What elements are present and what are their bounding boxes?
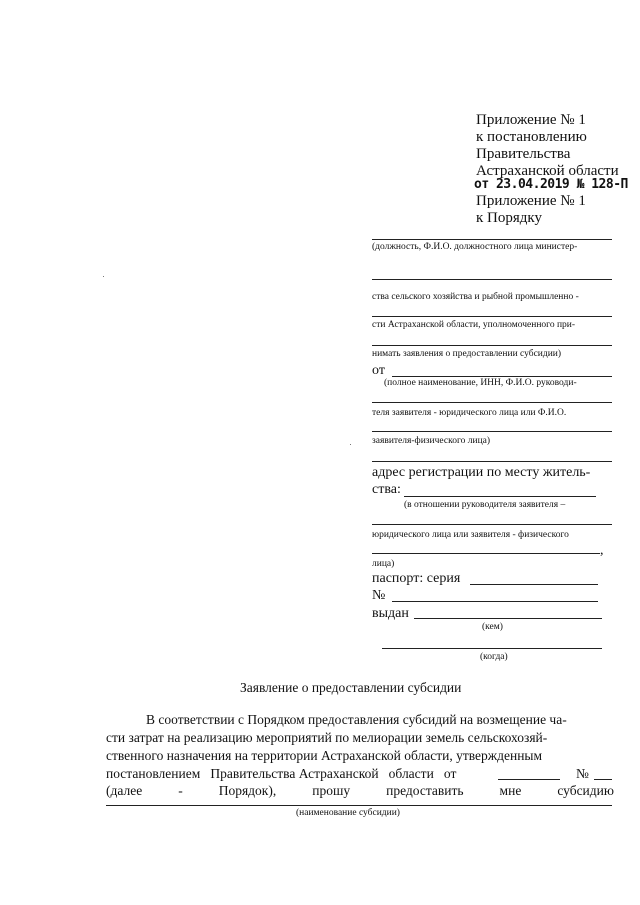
from-line <box>392 376 612 377</box>
resolution-date-blank <box>498 779 560 780</box>
appendix-number-2: Приложение № 1 <box>476 193 586 209</box>
statement-line-2: сти затрат на реализацию мероприятий по мелиорации земель сельскохозяй- <box>106 730 548 745</box>
statement-line-5 <box>106 783 614 799</box>
registration-comma: , <box>600 543 604 558</box>
registration-address-label-2: ства: <box>372 482 401 497</box>
addressee-line-4 <box>372 345 612 346</box>
passport-series-label: паспорт: серия <box>372 571 461 586</box>
region: Астраханской области <box>476 163 619 179</box>
passport-number-label: № <box>372 588 386 603</box>
statement-word: мне <box>499 783 522 798</box>
applicant-note-1: (полное наименование, ИНН, Ф.И.О. руководи- <box>384 378 577 388</box>
resolution-date-number: от 23.04.2019 № 128-П <box>474 177 628 192</box>
statement-word: предоставить <box>386 783 464 798</box>
statement-word: прошу <box>312 783 351 798</box>
subsidy-name-note: (наименование субсидии) <box>296 808 400 818</box>
passport-when: (когда) <box>480 652 508 662</box>
applicant-line-1 <box>372 402 612 403</box>
scan-speck <box>103 276 104 277</box>
to-resolution: к постановлению <box>476 129 587 145</box>
passport-series-line <box>470 584 598 585</box>
addressee-note-4: нимать заявления о предоставлении субсидии) <box>372 349 562 359</box>
registration-line-3 <box>372 553 600 554</box>
statement-line-4: постановлением Правительства Астраханской области от <box>106 766 457 781</box>
passport-by-whom: (кем) <box>482 622 503 632</box>
resolution-number-label: № <box>576 766 589 781</box>
passport-issued-label: выдан <box>372 606 409 621</box>
applicant-note-3: заявителя-физического лица) <box>372 436 491 446</box>
addressee-note-3: сти Астраханской области, уполномоченного при- <box>372 320 576 330</box>
statement-word: Порядок), <box>218 783 277 798</box>
registration-line-2 <box>372 524 612 525</box>
registration-address-line <box>404 496 596 497</box>
applicant-note-2: теля заявителя - юридического лица или Ф.И.О. <box>372 408 567 418</box>
government: Правительства <box>476 146 571 162</box>
addressee-note-2: ства сельского хозяйства и рыбной промышленно - <box>372 292 579 302</box>
registration-top-line <box>372 461 612 462</box>
statement-title: Заявление о предоставлении субсидии <box>240 680 462 695</box>
statement-word: (далее <box>106 783 143 798</box>
registration-note-2: юридического лица или заявителя - физического <box>372 530 569 540</box>
statement-word: - <box>178 783 183 798</box>
passport-number-line <box>392 601 598 602</box>
registration-note-3: лица) <box>372 559 395 569</box>
registration-address-label: адрес регистрации по месту житель- <box>372 465 591 480</box>
resolution-number-blank <box>594 779 612 780</box>
applicant-line-2 <box>372 431 612 432</box>
statement-word: субсидию <box>557 783 614 798</box>
registration-note-1: (в отношении руководителя заявителя – <box>404 500 566 510</box>
passport-issued-line <box>414 618 602 619</box>
addressee-line-1 <box>372 239 612 240</box>
subsidy-name-line <box>106 805 612 806</box>
addressee-line-3 <box>372 316 612 317</box>
statement-line-3: ственного назначения на территории Астраханской области, утвержденным <box>106 748 543 763</box>
scan-speck <box>350 444 351 445</box>
from-label: от <box>372 363 385 378</box>
appendix-number: Приложение № 1 <box>476 112 586 128</box>
statement-line-1: В соответствии с Порядком предоставления субсидий на возмещение ча- <box>146 712 567 727</box>
to-order: к Порядку <box>476 210 542 226</box>
passport-when-line <box>382 648 602 649</box>
addressee-note-1: (должность, Ф.И.О. должностного лица министер- <box>372 242 578 252</box>
addressee-line-2 <box>372 279 612 280</box>
